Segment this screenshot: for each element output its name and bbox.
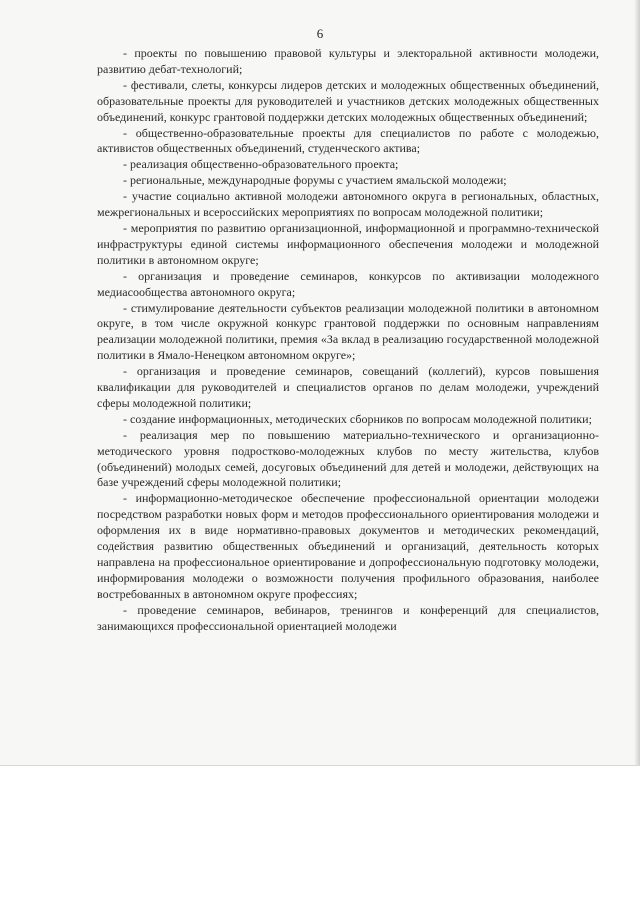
list-item: - организация и проведение семинаров, конкурсов по активизации молодежного медиасообщества автономного округа; <box>97 268 599 299</box>
list-item: - участие социально активной молодежи автономного округа в региональных, областных, межрегиональных и всероссийских мероприятиях по вопросам молодежной политики; <box>97 189 599 220</box>
list-item: - проекты по повышению правовой культуры и электоральной активности молодежи, развитию дебат-технологий; <box>97 46 599 76</box>
list-item: - организация и проведение семинаров, совещаний (коллегий), курсов повышения квалификации для руководителей и специалистов органов по делам молодежи, учреждений сферы молодежной политики; <box>97 364 599 410</box>
list-item: - фестивали, слеты, конкурсы лидеров детских и молодежных общественных объединений, образовательные проекты для руководителей и участников детских молодежных общественных объединений, конкурс грантовой поддержки детских молодежных общественных объединений; <box>97 77 599 124</box>
document-body <box>97 46 599 635</box>
list-item: - стимулирование деятельности субъектов реализации молодежной политики в автономном округе, в том числе окружной конкурс грантовой поддержки по основным направлениям реализации молодежной политики, премия «За вклад в реализацию государственной молодежной политики в Ямало-Ненецком автономном округе»; <box>97 300 599 363</box>
page-number: 6 <box>316 26 324 41</box>
list-item: - реализация мер по повышению материально-технического и организационно-методического уровня подростково-молодежных клубов по месту жительства, клубов (объединений) молодых семей, досуговых объединений для детей и молодежи, действующих на базе учреждений сферы молодежной политики; <box>97 427 599 490</box>
list-item: - создание информационных, методических сборников по вопросам молодежной политики; <box>123 411 592 426</box>
list-item: - региональные, международные форумы с участием ямальской молодежи; <box>123 173 507 188</box>
page-edge-shadow <box>634 0 640 765</box>
list-item: - мероприятия по развитию организационной, информационной и программно-технической инфраструктуры единой системы информационного обеспечения молодежи и молодежной политики в автономном округе; <box>97 220 599 267</box>
list-item: - реализация общественно-образовательного проекта; <box>123 157 399 172</box>
list-item: - информационно-методическое обеспечение профессиональной ориентации молодежи посредством разработки новых форм и методов профессионального ориентирования молодежи и оформления их в виде нормативно-правовых документов и методических рекомендаций, содействия развитию общественных объединений и организаций, деятельность которых направлена на профессиональное ориентирование и допрофессиональную подготовку молодежи, информирования молодежи о возможности получения профильного образования, наиболее востребованных в автономном округе профессиях; <box>97 491 599 601</box>
list-item: - проведение семинаров, вебинаров, тренингов и конференций для специалистов, занимающихся профессиональной ориентацией молодежи <box>97 602 599 633</box>
list-item: - общественно-образовательные проекты для специалистов по работе с молодежью, активистов общественных объединений, студенческого актива; <box>97 125 599 156</box>
